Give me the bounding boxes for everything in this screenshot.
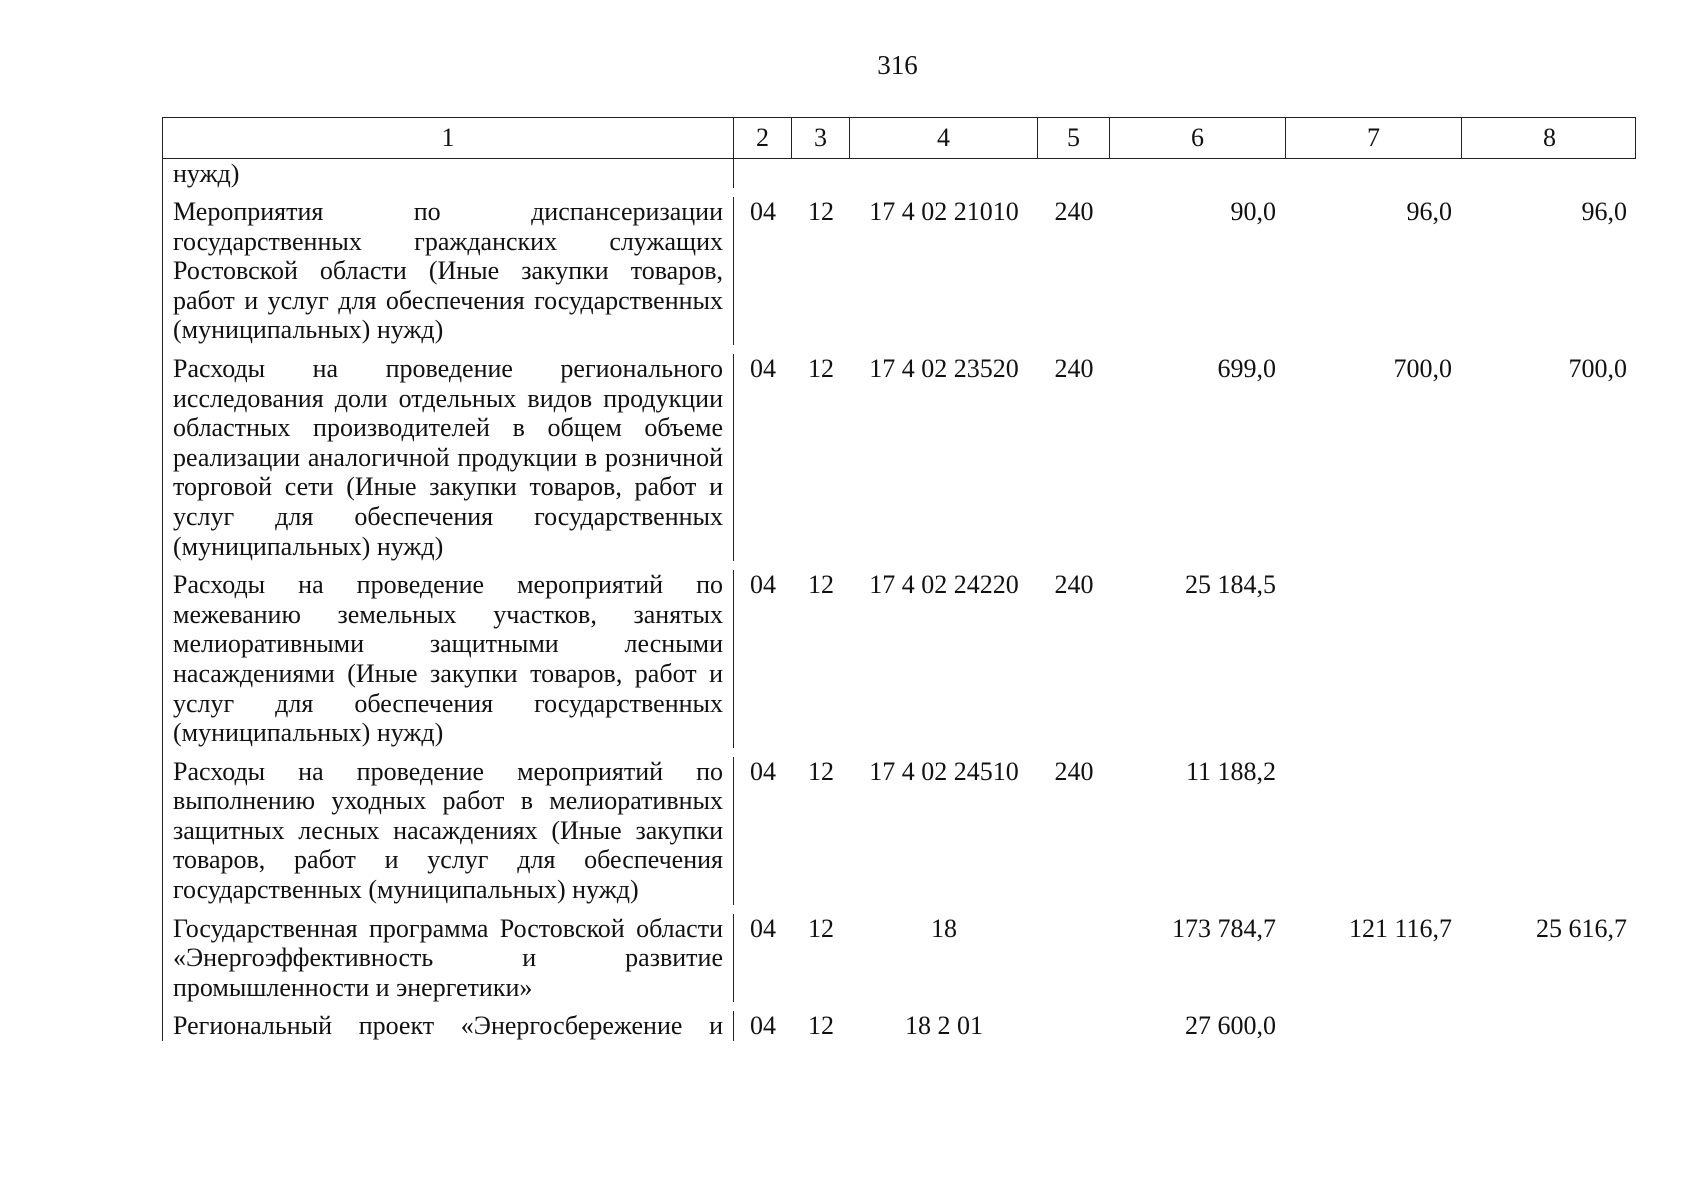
- table-row-name: Региональный проект «Энергосбережение и: [163, 1011, 734, 1041]
- row-year3: [1462, 570, 1637, 748]
- row-year1: 173 784,7: [1172, 913, 1276, 943]
- row-year3: [1462, 757, 1637, 905]
- row-year2: [1286, 757, 1462, 905]
- header-col-4: 4: [850, 118, 1038, 158]
- row-pr: 12: [808, 353, 834, 383]
- row-csr: 17 4 02 21010: [869, 197, 1019, 226]
- row-pr: 12: [808, 756, 834, 786]
- row-year1: 27 600,0: [1185, 1011, 1276, 1041]
- row-year1: 90,0: [1230, 197, 1276, 226]
- row-vr: [1038, 914, 1110, 1003]
- row-year3: 96,0: [1581, 197, 1627, 226]
- table-row-name: Мероприятия по диспансеризации государственных гражданских служащих Ростовской области (Иные закупки товаров, работ и услуг для обеспечения государственных (муниципальных) нужд): [163, 197, 734, 345]
- table-row-name: Расходы на проведение регионального исследования доли отдельных видов продукции областных производителей в общем объеме реализации аналогичной продукции в розничной торговой сети (Иные закупки товаров, работ и услуг для обеспечения государственных (муниципальных) нужд): [163, 354, 734, 561]
- page-number: 316: [877, 50, 918, 80]
- header-col-2: 2: [734, 118, 792, 158]
- row-csr: 17 4 02 23520: [869, 353, 1019, 383]
- row-year2: 700,0: [1393, 353, 1452, 383]
- table-body: [162, 159, 1636, 1041]
- header-col-8: 8: [1543, 123, 1556, 152]
- row-year1: 699,0: [1217, 353, 1276, 383]
- table-row-name: Расходы на проведение мероприятий по выполнению уходных работ в мелиоративных защитных лесных насаждениях (Иные закупки товаров, работ и услуг для обеспечения государственных (муниципальных) нужд): [163, 757, 734, 905]
- row-year2: 96,0: [1406, 197, 1452, 226]
- row-year2: 121 116,7: [1348, 913, 1452, 943]
- row-pr: 12: [808, 197, 834, 226]
- header-col-6: 6: [1110, 118, 1286, 158]
- row-csr: 17 4 02 24220: [869, 570, 1019, 600]
- row-csr: 18 2 01: [905, 1011, 983, 1041]
- row-vr: 240: [1054, 353, 1094, 383]
- header-col-3: 3: [792, 118, 850, 158]
- row-vr: 240: [1054, 570, 1094, 600]
- row-year1: 11 188,2: [1185, 756, 1276, 786]
- continuation-text: нужд): [163, 159, 734, 188]
- row-vr: [1038, 1011, 1110, 1041]
- row-year2: [1286, 570, 1462, 748]
- table-row-name: Государственная программа Ростовской области «Энергоэффективность и развитие промышленности и энергетики»: [163, 914, 734, 1003]
- row-rz: 04: [750, 756, 776, 786]
- header-col-7: 7: [1286, 118, 1462, 158]
- row-rz: 04: [750, 1011, 776, 1041]
- row-year3: 700,0: [1568, 353, 1627, 383]
- table-header-row: [162, 117, 1636, 159]
- table-row-name: Расходы на проведение мероприятий по межеванию земельных участков, занятых мелиоративными защитными лесными насаждениями (Иные закупки товаров, работ и услуг для обеспечения государственных (муниципальных) нужд): [163, 570, 734, 748]
- row-rz: 04: [750, 913, 776, 943]
- row-vr: 240: [1054, 197, 1094, 226]
- row-pr: 12: [808, 1011, 834, 1041]
- header-col-5: 5: [1038, 118, 1110, 158]
- header-col-1: 1: [163, 118, 734, 158]
- row-year3: [1462, 1011, 1637, 1041]
- row-csr: 17 4 02 24510: [869, 756, 1019, 786]
- row-csr: 18: [931, 913, 957, 943]
- row-vr: 240: [1054, 756, 1094, 786]
- row-year3: 25 616,7: [1536, 913, 1627, 943]
- row-rz: 04: [750, 353, 776, 383]
- row-year1: 25 184,5: [1185, 570, 1276, 600]
- row-pr: 12: [808, 570, 834, 600]
- row-rz: 04: [750, 197, 776, 226]
- row-rz: 04: [750, 570, 776, 600]
- budget-table: [162, 117, 1636, 1041]
- row-year2: [1286, 1011, 1462, 1041]
- row-pr: 12: [808, 913, 834, 943]
